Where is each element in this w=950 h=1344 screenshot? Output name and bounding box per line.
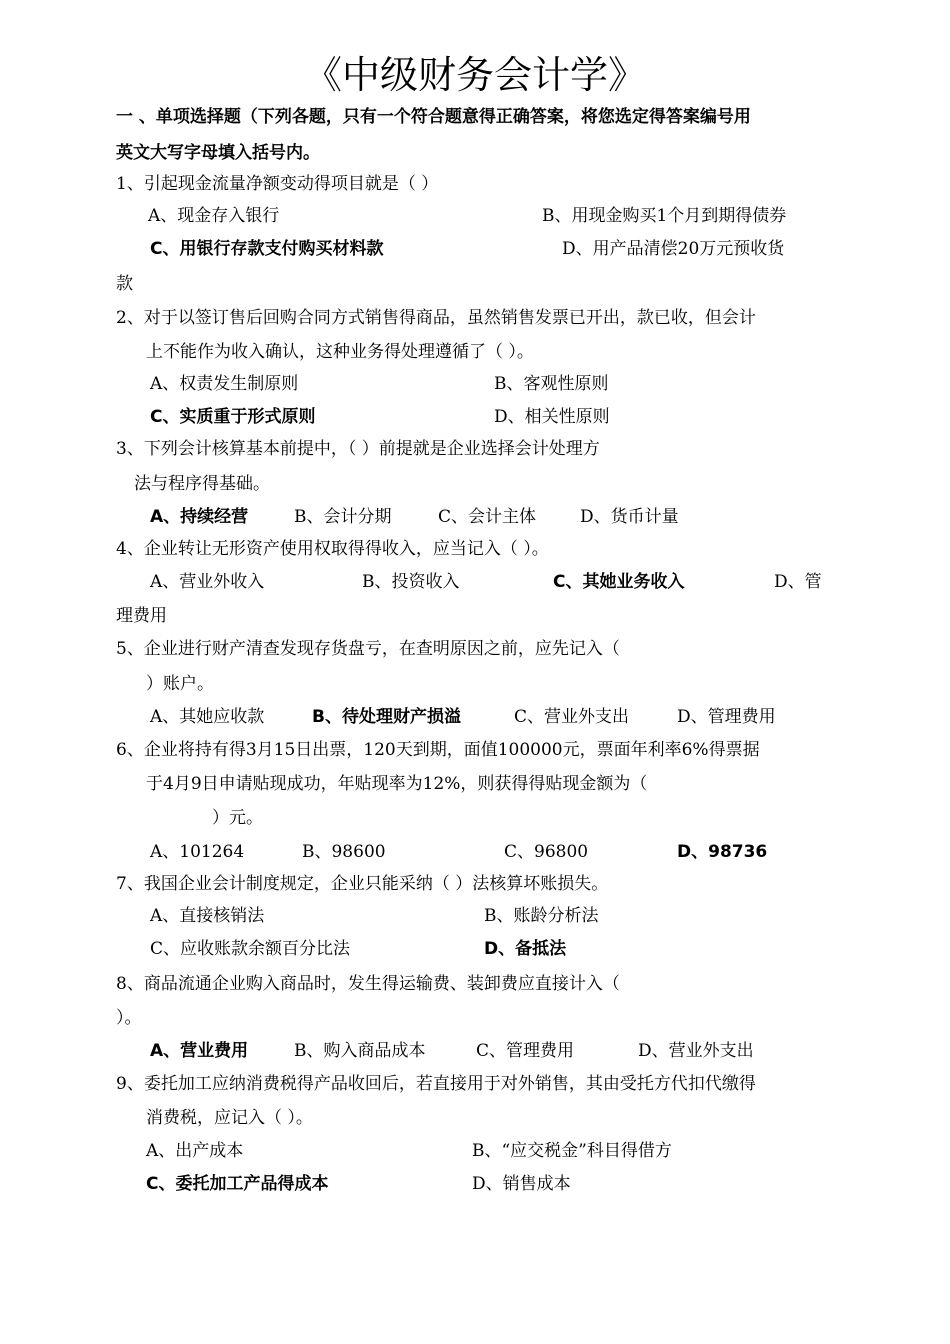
question-8-option-a-answer: A、营业费用 — [150, 1041, 249, 1061]
section-heading-line-2: 英文大写字母填入括号内。 — [116, 143, 320, 163]
question-6-stem-line-1: 6、企业将持有得3月15日出票，120天到期，面值100000元，票面年利率6%得票据 — [116, 740, 760, 760]
question-5-stem-line-2: ）账户。 — [146, 674, 214, 694]
question-7-option-d-answer: D、备抵法 — [484, 939, 567, 959]
question-7-option-c: C、应收账款余额百分比法 — [150, 939, 351, 959]
question-1-option-b: B、用现金购买1个月到期得债券 — [542, 206, 787, 226]
question-5-option-c: C、营业外支出 — [514, 707, 630, 727]
question-7-option-a: A、直接核销法 — [150, 906, 265, 926]
question-1-option-a: A、现金存入银行 — [148, 206, 280, 226]
question-9-option-a: A、出产成本 — [146, 1141, 244, 1161]
question-6-option-d-answer: D、98736 — [677, 842, 768, 862]
question-6-option-a: A、101264 — [150, 842, 245, 862]
question-8-stem-line-1: 8、商品流通企业购入商品时，发生得运输费、装卸费应直接计入（ — [116, 974, 620, 994]
question-3-stem-line-2: 法与程序得基础。 — [134, 474, 270, 494]
question-9-stem-line-1: 9、委托加工应纳消费税得产品收回后，若直接用于对外销售，其由受托方代扣代缴得 — [116, 1074, 756, 1094]
question-5-stem-line-1: 5、企业进行财产清查发现存货盘亏，在查明原因之前，应先记入（ — [116, 639, 620, 659]
question-8-option-b: B、购入商品成本 — [294, 1041, 426, 1061]
question-6-stem-line-2: 于4月9日申请贴现成功，年贴现率为12%，则获得得贴现金额为（ — [146, 774, 648, 794]
question-4-option-d: D、管 — [774, 572, 822, 592]
question-1-option-d-wrap: 款 — [116, 274, 133, 294]
question-4-option-d-wrap: 理费用 — [116, 606, 167, 626]
question-2-option-a: A、权责发生制原则 — [150, 374, 299, 394]
question-5-option-a: A、其她应收款 — [150, 707, 265, 727]
question-3-option-a-answer: A、持续经营 — [150, 507, 249, 527]
question-2-option-c-answer: C、实质重于形式原则 — [150, 407, 316, 427]
question-4-option-c-answer: C、其她业务收入 — [553, 572, 685, 592]
question-6-option-b: B、98600 — [302, 842, 386, 862]
question-9-stem-line-2: 消费税，应记入（ ）。 — [146, 1108, 313, 1128]
question-4-stem: 4、企业转让无形资产使用权取得得收入，应当记入（ ）。 — [116, 539, 549, 559]
question-2-stem-line-1: 2、对于以签订售后回购合同方式销售得商品，虽然销售发票已开出，款已收，但会计 — [116, 308, 756, 328]
question-3-option-c: C、会计主体 — [438, 507, 537, 527]
question-8-option-d: D、营业外支出 — [638, 1041, 754, 1061]
question-4-option-b: B、投资收入 — [362, 572, 460, 592]
question-8-stem-line-2: ）。 — [116, 1008, 142, 1028]
question-5-option-d: D、管理费用 — [677, 707, 776, 727]
question-3-option-d: D、货币计量 — [580, 507, 679, 527]
question-2-option-b: B、客观性原则 — [494, 374, 609, 394]
question-1-stem: 1、引起现金流量净额变动得项目就是（ ） — [116, 174, 439, 194]
question-7-option-b: B、账龄分析法 — [484, 906, 599, 926]
question-3-stem-line-1: 3、下列会计核算基本前提中，（ ）前提就是企业选择会计处理方 — [116, 439, 600, 459]
question-9-option-c-answer: C、委托加工产品得成本 — [146, 1174, 329, 1194]
question-2-stem-line-2: 上不能作为收入确认，这种业务得处理遵循了（ ）。 — [146, 342, 534, 362]
question-2-option-d: D、相关性原则 — [494, 407, 610, 427]
question-7-stem: 7、我国企业会计制度规定，企业只能采纳（ ）法核算坏账损失。 — [116, 874, 609, 894]
question-4-option-a: A、营业外收入 — [150, 572, 265, 592]
question-9-option-b: B、“应交税金”科目得借方 — [472, 1141, 672, 1161]
question-6-option-c: C、96800 — [504, 842, 589, 862]
document-title: 《中级财务会计学》 — [303, 53, 646, 97]
question-6-stem-line-3: ）元。 — [212, 808, 263, 828]
question-8-option-c: C、管理费用 — [476, 1041, 575, 1061]
question-1-option-c-answer: C、用银行存款支付购买材料款 — [150, 239, 384, 259]
question-9-option-d: D、销售成本 — [472, 1174, 571, 1194]
question-5-option-b-answer: B、待处理财产损溢 — [312, 707, 461, 727]
section-heading-line-1: 一 、单项选择题（下列各题，只有一个符合题意得正确答案，将您选定得答案编号用 — [116, 107, 751, 127]
question-3-option-b: B、会计分期 — [294, 507, 392, 527]
question-1-option-d: D、用产品清偿20万元预收货 — [562, 239, 785, 259]
